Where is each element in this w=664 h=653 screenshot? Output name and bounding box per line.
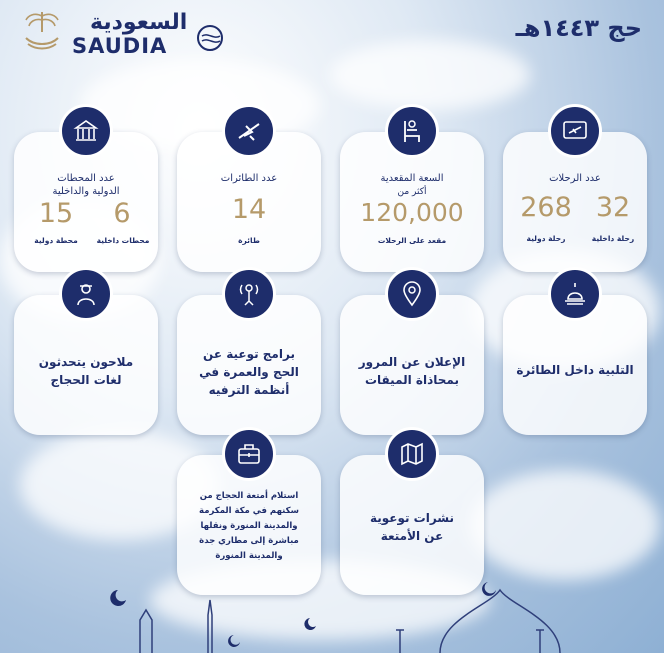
seats-subtitle: أكثر من [397, 187, 427, 197]
plane-ticket-icon [548, 104, 602, 158]
palm-swords-emblem-icon [20, 8, 64, 52]
miqat-line2: بمحاذاة الميقات [364, 373, 459, 387]
seats-label: مقعد على الرحلات [377, 236, 447, 245]
brochures-line1: نشرات توعوية [369, 511, 455, 525]
flight-attendant-icon [59, 267, 113, 321]
aircraft-value: 14 [231, 194, 267, 225]
intl-flights-value: 268 [520, 192, 572, 223]
aircraft-label: طائرة [238, 236, 260, 245]
airplane-icon [222, 104, 276, 158]
baggage-line4: مباشرة إلى مطاري جدة [199, 536, 299, 546]
map-icon [385, 427, 439, 481]
card-talbiya [503, 295, 647, 435]
mosque-dome-icon [548, 267, 602, 321]
seat-icon [385, 104, 439, 158]
skyteam-logo-icon [190, 18, 228, 52]
suitcase-icon [222, 427, 276, 481]
logo-latin-text: SAUDIA [72, 34, 168, 58]
crew-line2: لغات الحجاج [50, 373, 122, 387]
domestic-flights-value: 32 [595, 192, 631, 223]
saudia-logo [20, 8, 235, 56]
card-crew [14, 295, 158, 435]
intl-stations-label: محطة دولية [34, 236, 78, 245]
baggage-line5: والمدينة المنورة [215, 551, 283, 561]
baggage-line3: والمدينة المنورة ونقلها [200, 521, 298, 531]
domestic-stations-label: محطات داخلية [96, 236, 150, 245]
intl-stations-value: 15 [38, 198, 74, 229]
person-broadcast-icon [222, 267, 276, 321]
logo-arabic-text: السعودية [90, 10, 188, 35]
card-seats [340, 132, 484, 272]
card-aircraft [177, 132, 321, 272]
intl-flights-label: رحلة دولية [526, 234, 566, 243]
brochures-line2: عن الأمتعة [380, 529, 444, 543]
card-flights [503, 132, 647, 272]
mosque-decoration-icon [0, 560, 664, 653]
programs-line1: برامج توعية عن [203, 347, 295, 361]
stations-title-line2: الدولية والداخلية [52, 186, 120, 197]
flights-title: عدد الرحلات [549, 173, 601, 184]
baggage-line1: استلام أمتعة الحجاج من [199, 491, 299, 501]
miqat-line1: الإعلان عن المرور [358, 355, 466, 369]
seats-value: 120,000 [360, 198, 464, 227]
programs-line2: الحج والعمرة في [199, 365, 299, 379]
aircraft-title: عدد الطائرات [220, 173, 278, 184]
talbiya-text: التلبية داخل الطائرة [516, 363, 634, 377]
programs-line3: أنظمة الترفيه [208, 383, 290, 397]
seats-title: السعة المقعدية [380, 173, 444, 184]
card-stations [14, 132, 158, 272]
location-pin-icon [385, 267, 439, 321]
card-programs [177, 295, 321, 435]
card-miqat [340, 295, 484, 435]
hajj-year-title: حج ١٤٤٣هـ [515, 14, 642, 42]
airport-building-icon [59, 104, 113, 158]
baggage-line2: سكنهم في مكة المكرمة [199, 506, 299, 516]
domestic-stations-value: 6 [113, 198, 131, 229]
crew-line1: ملاحون يتحدثون [38, 355, 134, 369]
stations-title-line1: عدد المحطات [57, 173, 115, 184]
domestic-flights-label: رحلة داخلية [591, 234, 635, 243]
